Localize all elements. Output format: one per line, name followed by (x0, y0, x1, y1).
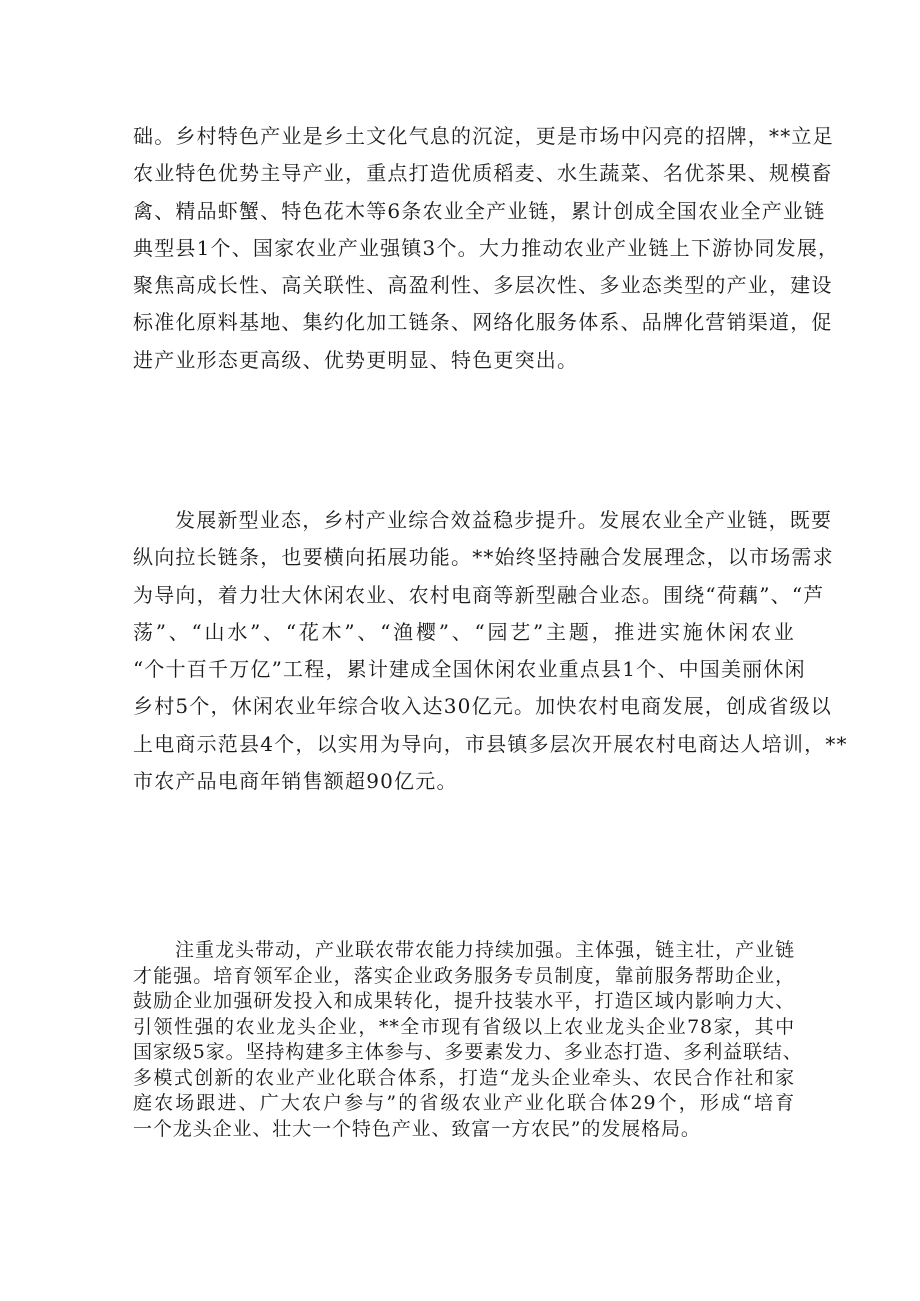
text-line: 庭农场跟进、广大农户参与”的省级农业产业化联合体29个，形成“培育 (133, 1092, 795, 1114)
text-line: 典型县1个、国家农业产业强镇3个。大力推动农业产业链上下游协同发展， (133, 235, 840, 260)
text-line: 注重龙头带动，产业联农带农能力持续加强。主体强，链主壮，产业链 (175, 939, 795, 961)
text-line: 农业特色优势主导产业，重点打造优质稻麦、水生蔬菜、名优茶果、规模畜 (133, 161, 833, 186)
text-line: 聚焦高成长性、高关联性、高盈利性、多层次性、多业态类型的产业，建设 (133, 273, 833, 298)
text-line: 引领性强的农业龙头企业，**全市现有省级以上农业龙头企业78家，其中 (133, 1015, 795, 1038)
text-line: 为导向，着力壮大休闲农业、农村电商等新型融合业态。围绕“荷藕”、“芦 (133, 582, 825, 607)
text-line: 多模式创新的农业产业化联合体系，打造“龙头企业牵头、农民合作社和家 (133, 1066, 795, 1089)
text-line: 禽、精品虾蟹、特色花木等6条农业全产业链，累计创成全国农业全产业链 (133, 198, 826, 223)
paragraph-leading-enterprises (133, 938, 803, 1142)
text-line: 上电商示范县4个，以实用为导向，市县镇多层次开展农村电商达人培训，** (133, 731, 848, 756)
paragraph-industry-chain (133, 118, 840, 379)
text-line: 进产业形态更高级、优势更明显、特色更突出。 (133, 347, 579, 372)
text-line: 市农产品电商年销售额超90亿元。 (133, 769, 458, 794)
text-line: 纵向拉长链条，也要横向拓展功能。**始终坚持融合发展理念，以市场需求 (133, 545, 834, 570)
paragraph-new-business-forms (133, 502, 848, 800)
text-line: 一个龙头企业、壮大一个特色产业、致富一方农民”的发展格局。 (133, 1117, 701, 1140)
text-line: 标准化原料基地、集约化加工链条、网络化服务体系、品牌化营销渠道，促 (133, 310, 833, 335)
text-line: 才能强。培育领军企业，落实企业政务服务专员制度，靠前服务帮助企业， (133, 964, 795, 987)
text-line: 础。乡村特色产业是乡土文化气息的沉淀，更是市场中闪亮的招牌，**立足 (133, 124, 834, 148)
text-line: 国家级5家。坚持构建多主体参与、多要素发力、多业态打造、多利益联结、 (133, 1041, 803, 1063)
text-line: “个十百千万亿”工程，累计建成全国休闲农业重点县1个、中国美丽休闲 (133, 657, 806, 682)
text-line: 发展新型业态，乡村产业综合效益稳步提升。发展农业全产业链，既要 (175, 508, 833, 532)
text-line: 荡”、“山水”、“花木”、“渔樱”、“园艺”主题，推进实施休闲农业 (133, 619, 795, 644)
text-line: 鼓励企业加强研发投入和成果转化，提升技装水平，打造区域内影响力大、 (133, 990, 795, 1012)
text-line: 乡村5个，休闲农业年综合收入达30亿元。加快农村电商发展，创成省级以 (133, 694, 832, 719)
